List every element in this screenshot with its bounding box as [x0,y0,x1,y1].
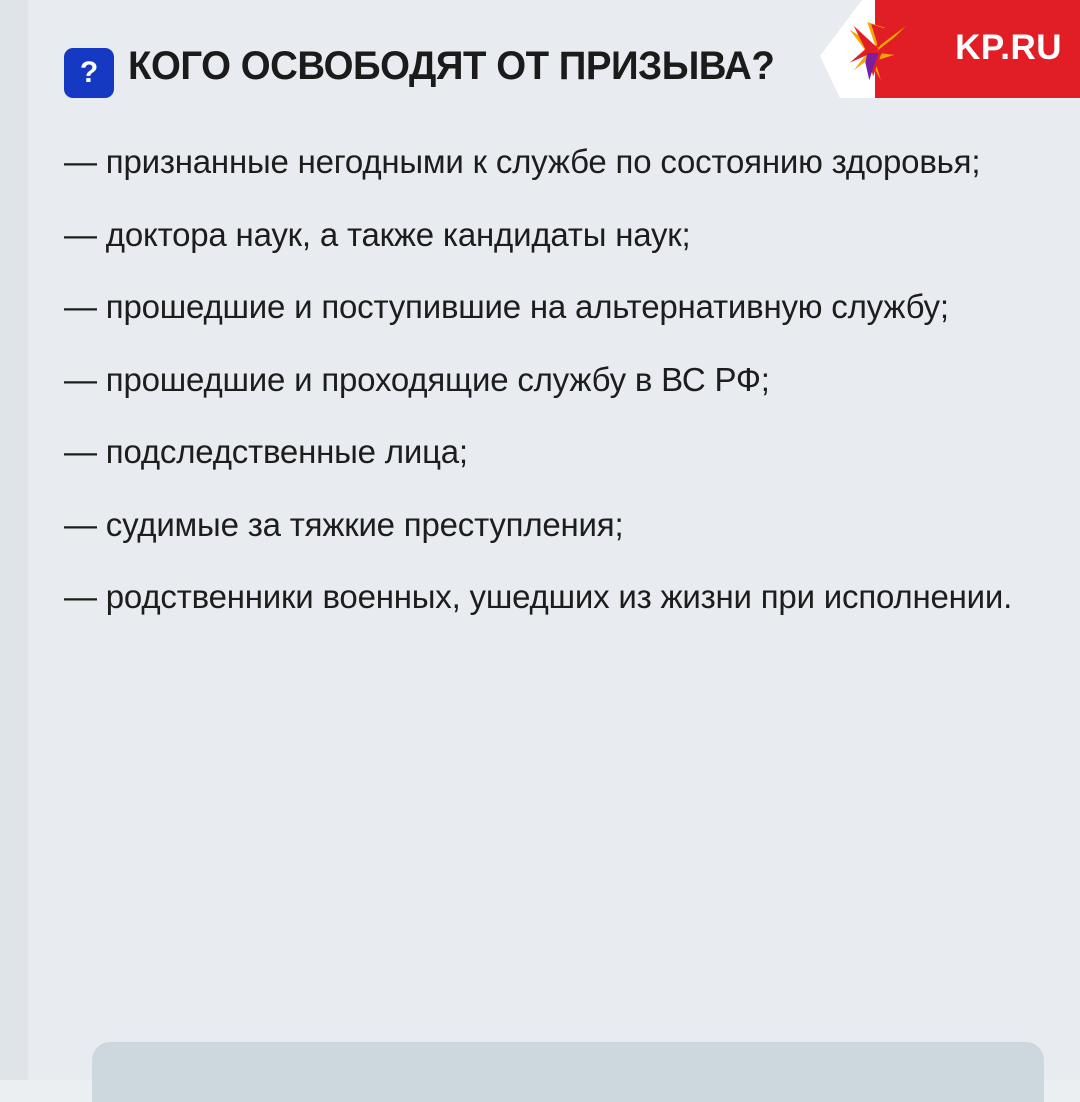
question-mark-icon: ? [64,48,114,98]
page-title: КОГО ОСВОБОДЯТ ОТ ПРИЗЫВА? [128,44,775,88]
left-edge-strip [0,0,28,1080]
list-item: — подследственные лица; [64,433,468,471]
list-item: — доктора наук, а также кандидаты наук; [64,215,691,253]
content-area [28,0,1080,1080]
list-item: — признанные негодными к службе по состоянию здоровья; [64,143,981,180]
logo-text: KP.RU [955,28,1062,67]
list-item: — прошедшие и поступившие на альтернативную службу; [64,288,949,326]
kp-logo [820,0,1080,98]
list-item: — родственники военных, ушедших из жизни при исполнении. [64,578,1013,616]
bottom-panel [92,1042,1044,1102]
kp-star-icon [846,20,908,82]
list-item: — прошедшие и проходящие службу в ВС РФ; [64,360,770,398]
list-item: — судимые за тяжкие преступления; [64,505,624,543]
exemption-list [64,140,1024,648]
